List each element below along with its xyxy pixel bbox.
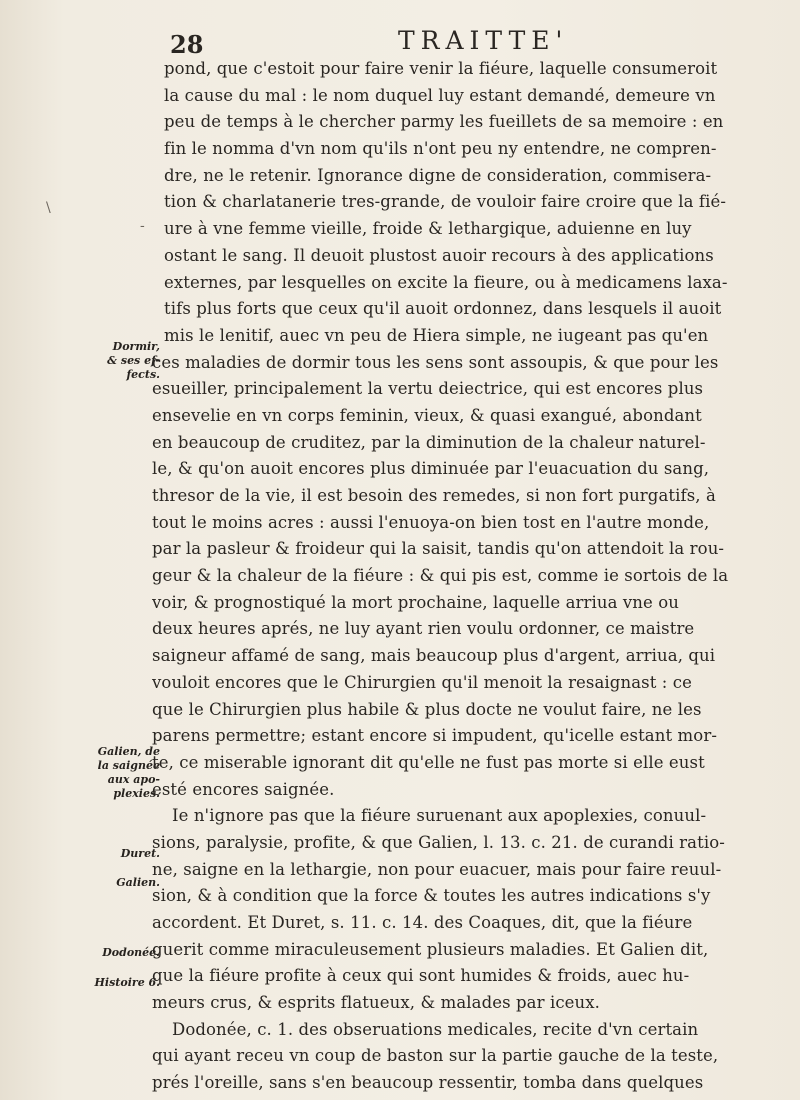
text-line: par la pasleur & froideur qui la saisit, tandis qu'on attendoit la rou- — [152, 539, 725, 559]
margin-note: Duret. — [120, 847, 160, 860]
text-line: prés l'oreille, sans s'en beaucoup ressentir, tomba dans quelques — [152, 1073, 704, 1093]
text-line: vouloit encores que le Chirurgien qu'il menoit la resaignast : ce — [152, 672, 692, 692]
text-line: externes, par lesquelles on excite la fieure, ou à medicamens laxa- — [164, 272, 728, 292]
text-line: te, ce miserable ignorant dit qu'elle ne fust pas morte si elle eust — [152, 752, 705, 772]
text-line: saigneur affamé de sang, mais beaucoup plus d'argent, arriua, qui — [152, 646, 716, 666]
text-line: sions, paralysie, profite, & que Galien, l. 13. c. 21. de curandi ratio- — [152, 832, 725, 852]
text-line: esueiller, principalement la vertu deiectrice, qui est encores plus — [152, 379, 704, 399]
text-line: ensevelie en vn corps feminin, vieux, & quasi exangué, abondant — [152, 405, 702, 425]
margin-note: Histoire 6. — [94, 976, 160, 989]
text-line: mis le lenitif, auec vn peu de Hiera simple, ne iugeant pas qu'en — [164, 325, 709, 345]
margin-mark: - — [140, 218, 145, 234]
text-line: pond, que c'estoit pour faire venir la fiéure, laquelle consumeroit — [164, 59, 718, 78]
text-line: ure à vne femme vieille, froide & lethargique, aduienne en luy — [164, 219, 692, 239]
text-line: fin le nomma d'vn nom qu'ils n'ont peu ny entendre, ne compren- — [164, 139, 717, 159]
text-line: la cause du mal : le nom duquel luy estant demandé, demeure vn — [164, 85, 716, 105]
text-line: ostant le sang. Il deuoit plustost auoir recours à des applications — [164, 245, 714, 265]
text-line: geur & la chaleur de la fiéure : & qui pis est, comme ie sortois de la — [152, 566, 729, 586]
text-line: tout le moins acres : aussi l'enuoya-on bien tost en l'autre monde, — [152, 512, 710, 532]
text-line: en beaucoup de cruditez, par la diminution de la chaleur naturel- — [152, 432, 706, 452]
body-text — [152, 56, 782, 1097]
text-line: parens permettre; estant encore si impudent, qu'icelle estant mor- — [152, 726, 717, 746]
text-line: ces maladies de dormir tous les sens sont assoupis, & que pour les — [152, 352, 719, 372]
margin-notes — [70, 0, 160, 1100]
text-line: peu de temps à le chercher parmy les fueillets de sa memoire : en — [164, 112, 724, 132]
text-line: meurs crus, & esprits flatueux, & malades par iceux. — [152, 993, 601, 1013]
text-line: ne, saigne en la lethargie, non pour euacuer, mais pour faire reuul- — [152, 859, 722, 879]
text-line: voir, & prognostiqué la mort prochaine, laquelle arriua vne ou — [152, 592, 680, 612]
text-line: que le Chirurgien plus habile & plus docte ne voulut faire, ne les — [152, 699, 702, 719]
text-line: Ie n'ignore pas que la fiéure suruenant aux apoplexies, conuul- — [172, 806, 707, 826]
margin-note: Dodonée. — [102, 946, 160, 959]
margin-note: Galien. — [116, 876, 160, 889]
text-line: sion, & à condition que la force & toutes les autres indications s'y — [152, 886, 711, 906]
margin-note: Dormir, & ses ef- fects. — [107, 340, 160, 381]
text-line: deux heures aprés, ne luy ayant rien voulu ordonner, ce maistre — [152, 619, 695, 639]
text-line: qui ayant receu vn coup de baston sur la partie gauche de la teste, — [152, 1046, 719, 1066]
text-line: que la fiéure profite à ceux qui sont humides & froids, auec hu- — [152, 966, 690, 986]
margin-mark: \ — [46, 200, 51, 216]
text-line: guerit comme miraculeusement plusieurs maladies. Et Galien dit, — [152, 939, 709, 959]
text-line: tion & charlatanerie tres-grande, de vouloir faire croire que la fié- — [164, 192, 727, 212]
running-head: TRAITTE' — [398, 26, 569, 55]
text-line: Dodonée, c. 1. des obseruations medicales, recite d'vn certain — [172, 1019, 699, 1039]
text-line: dre, ne le retenir. Ignorance digne de consideration, commisera- — [164, 165, 712, 185]
text-line: le, & qu'on auoit encores plus diminuée par l'euacuation du sang, — [152, 459, 710, 479]
text-line: tifs plus forts que ceux qu'il auoit ordonnez, dans lesquels il auoit — [164, 299, 722, 319]
page-number: 28 — [170, 30, 204, 59]
text-line: accordent. Et Duret, s. 11. c. 14. des Coaques, dit, que la fiéure — [152, 913, 693, 932]
margin-note: Galien, de la saignée aux apo- plexies. — [97, 745, 160, 800]
text-line: esté encores saignée. — [152, 779, 335, 799]
text-line: thresor de la vie, il est besoin des remedes, si non fort purgatifs, à — [152, 486, 716, 505]
